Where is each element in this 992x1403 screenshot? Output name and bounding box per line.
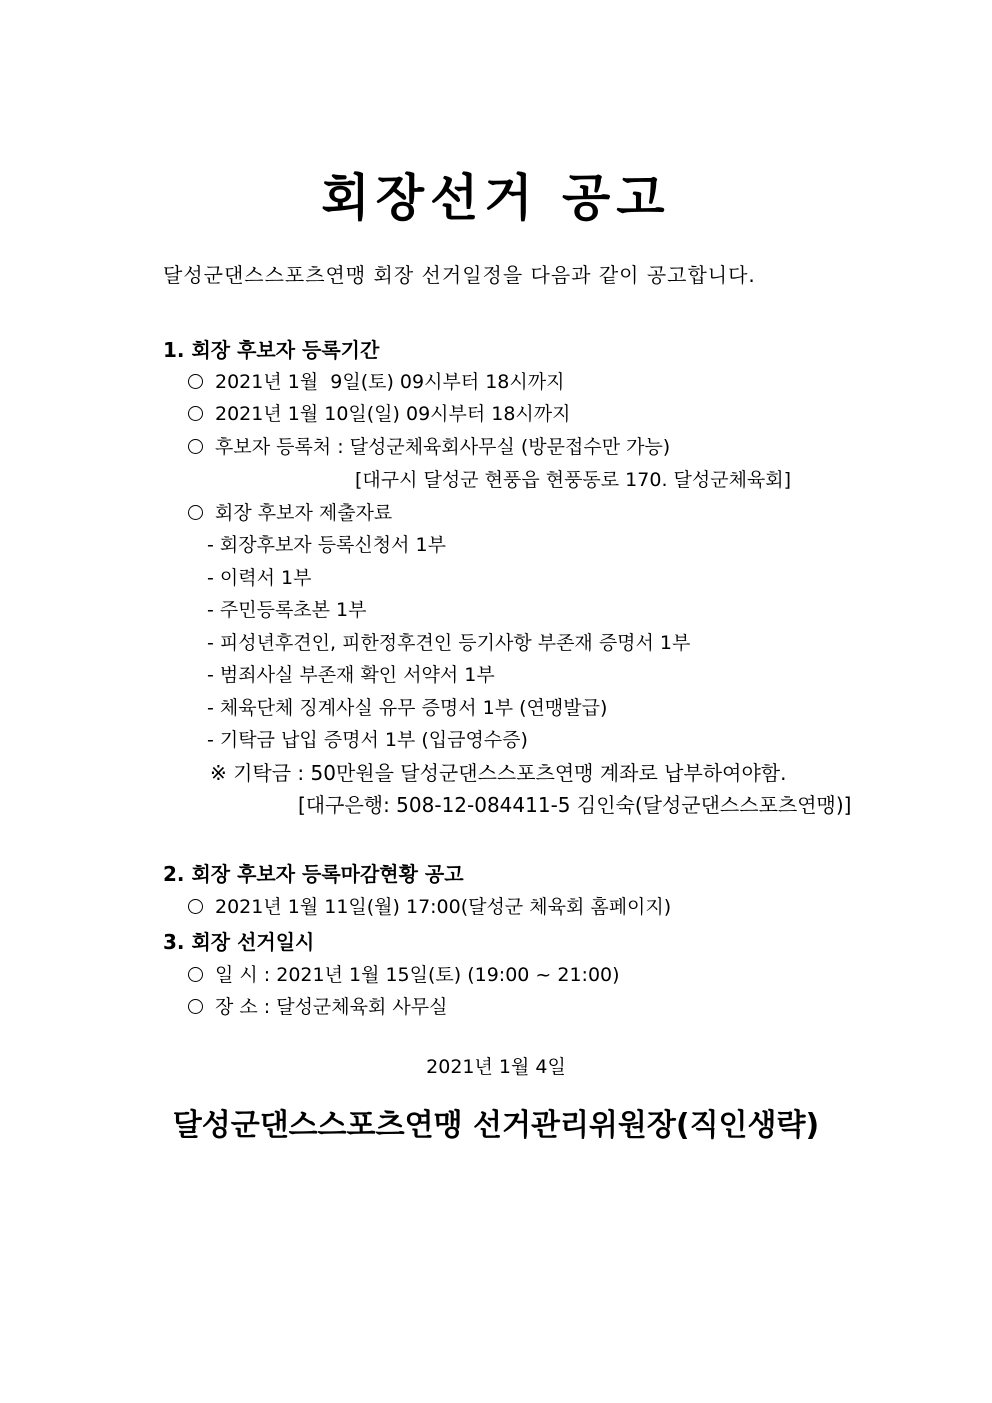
section2-bullet1 [188, 894, 671, 920]
bullet-text: 2021년 1월 11일(월) 17:00(달성군 체육회 홈페이지) [215, 896, 672, 918]
bullet-text: 회장 후보자 제출자료 [215, 502, 393, 524]
announcement-date: 2021년 1월 4일 [426, 1056, 566, 1078]
document-item: - 체육단체 징계사실 유무 증명서 1부 (연맹발급) [207, 697, 608, 719]
document-title: 회장선거 공고 [321, 169, 671, 227]
section1-heading: 1. 회장 후보자 등록기간 [163, 338, 380, 362]
document-item: - 피성년후견인, 피한정후견인 등기사항 부존재 증명서 1부 [207, 632, 691, 654]
section3-bullet1 [188, 962, 620, 988]
document-item: - 주민등록초본 1부 [207, 599, 367, 621]
bullet-text: 장 소 : 달성군체육회 사무실 [215, 996, 448, 1018]
document-item: - 범죄사실 부존재 확인 서약서 1부 [207, 664, 495, 686]
bank-account: [대구은행: 508-12-084411-5 김인숙(달성군댄스스포츠연맹)] [298, 793, 852, 817]
intro-text: 달성군댄스스포츠연맹 회장 선거일정을 다음과 같이 공고합니다. [163, 263, 756, 287]
bullet-text: 2021년 1월 10일(일) 09시부터 18시까지 [215, 403, 571, 425]
circle-bullet-icon [188, 999, 203, 1014]
section3-bullet2 [188, 994, 447, 1020]
bullet-text: 후보자 등록처 : 달성군체육회사무실 (방문접수만 가능) [215, 436, 671, 458]
section1-address: [대구시 달성군 현풍읍 현풍동로 170. 달성군체육회] [355, 469, 792, 491]
section1-bullet2 [188, 401, 571, 427]
document-item: - 이력서 1부 [207, 567, 312, 589]
signature: 달성군댄스스포츠연맹 선거관리위원장(직인생략) [172, 1108, 820, 1143]
circle-bullet-icon [188, 505, 203, 520]
deposit-note: ※ 기탁금 : 50만원을 달성군댄스스포츠연맹 계좌로 납부하여야함. [210, 761, 787, 785]
bullet-text: 일 시 : 2021년 1월 15일(토) (19:00 ~ 21:00) [215, 964, 620, 986]
document-item: - 회장후보자 등록신청서 1부 [207, 534, 446, 556]
circle-bullet-icon [188, 406, 203, 421]
section2-heading: 2. 회장 후보자 등록마감현황 공고 [163, 862, 464, 886]
document-item: - 기탁금 납입 증명서 1부 (입금영수증) [207, 729, 528, 751]
section1-bullet1 [188, 369, 564, 395]
section1-bullet3 [188, 434, 670, 460]
circle-bullet-icon [188, 374, 203, 389]
circle-bullet-icon [188, 967, 203, 982]
circle-bullet-icon [188, 439, 203, 454]
section3-heading: 3. 회장 선거일시 [163, 930, 315, 954]
circle-bullet-icon [188, 899, 203, 914]
section1-bullet4 [188, 500, 392, 526]
bullet-text: 2021년 1월 9일(토) 09시부터 18시까지 [215, 371, 565, 393]
